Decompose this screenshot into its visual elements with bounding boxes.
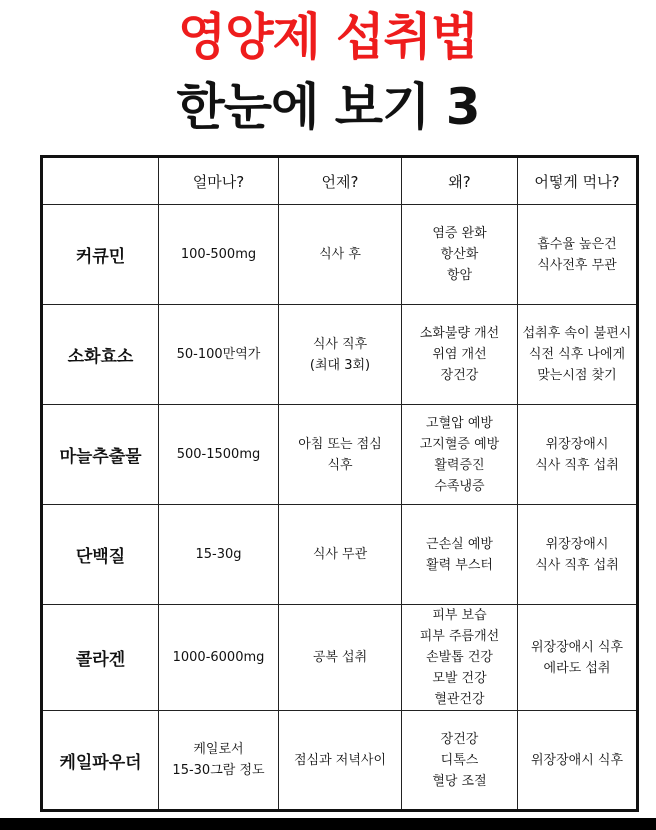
cell-amount xyxy=(159,505,279,605)
cell-line: 활력증진 xyxy=(434,457,485,473)
cell-why xyxy=(402,405,518,505)
cell-when xyxy=(279,305,402,405)
supplement-name: 단백질 xyxy=(42,505,159,605)
cell-line: 에라도 섭취 xyxy=(543,660,611,676)
cell-line: 식사 직후 섭취 xyxy=(535,457,619,473)
cell-amount xyxy=(159,605,279,711)
cell-how xyxy=(518,711,638,811)
page-title: 영양제 섭취법 xyxy=(177,8,479,66)
cell-line: 피부 보습 xyxy=(432,608,487,623)
cell-line: 소화불량 개선 xyxy=(419,326,500,341)
cell-line: 활력 부스터 xyxy=(426,557,493,573)
cell-line: 근손실 예방 xyxy=(426,536,493,552)
cell-line: 식사 직후 섭취 xyxy=(535,557,619,573)
cell-when xyxy=(279,505,402,605)
cell-line: 흡수율 높은건 xyxy=(537,236,617,252)
cell-line: 위장장애시 식후 xyxy=(530,639,624,655)
cell-why xyxy=(402,505,518,605)
table-row xyxy=(42,711,638,811)
cell-line: 식전 식후 나에게 xyxy=(528,347,626,362)
cell-how xyxy=(518,205,638,305)
cell-line: 피부 주름개선 xyxy=(419,629,500,644)
cell-line: 장건강 xyxy=(440,731,479,747)
supplement-name: 콜라겐 xyxy=(42,605,159,711)
supplement-name: 커큐민 xyxy=(42,205,159,305)
cell-line: 위장장애시 식후 xyxy=(530,752,624,768)
cell-amount xyxy=(159,711,279,811)
cell-when xyxy=(279,405,402,505)
cell-line: 위장장애시 xyxy=(545,436,609,452)
cell-when xyxy=(279,205,402,305)
cell-how xyxy=(518,505,638,605)
supplement-name: 마늘추출물 xyxy=(42,405,159,505)
header-empty xyxy=(42,157,159,205)
cell-line: 식사 무관 xyxy=(312,547,368,562)
cell-line: 염증 완화 xyxy=(432,226,487,241)
cell-when xyxy=(279,605,402,711)
header-row xyxy=(42,157,638,205)
cell-line: 혈관건강 xyxy=(434,692,485,707)
table-row xyxy=(42,205,638,305)
table-row xyxy=(42,505,638,605)
table-row xyxy=(42,305,638,405)
cell-line: 항암 xyxy=(446,268,473,283)
cell-line: 위장장애시 xyxy=(545,536,609,552)
header-how: 어떻게 먹나? xyxy=(518,157,638,205)
cell-line: 혈당 조절 xyxy=(432,773,487,789)
cell-line: 수족냉증 xyxy=(434,478,485,494)
bottom-bar xyxy=(0,818,656,830)
cell-line: 위염 개선 xyxy=(432,347,487,362)
cell-line: 500-1500mg xyxy=(176,447,261,462)
header-amount: 얼마나? xyxy=(159,157,279,205)
cell-line: 15-30그람 정도 xyxy=(172,763,265,778)
cell-line: 디톡스 xyxy=(440,752,479,768)
cell-line: 고혈압 예방 xyxy=(426,415,493,431)
cell-when xyxy=(279,711,402,811)
cell-why xyxy=(402,205,518,305)
cell-why xyxy=(402,711,518,811)
cell-line: 장건강 xyxy=(440,368,479,383)
cell-line: 점심과 저녁사이 xyxy=(293,752,387,768)
cell-line: 공복 섭취 xyxy=(312,650,368,665)
cell-how xyxy=(518,305,638,405)
cell-why xyxy=(402,305,518,405)
cell-amount xyxy=(159,405,279,505)
cell-line: 100-500mg xyxy=(180,247,257,262)
table-body xyxy=(42,205,638,811)
cell-line: 식사 후 xyxy=(319,247,361,262)
cell-line: 항산화 xyxy=(440,247,479,262)
cell-how xyxy=(518,405,638,505)
cell-line: 맞는시점 찾기 xyxy=(537,368,617,383)
cell-line: 섭취후 속이 불편시 xyxy=(522,326,632,341)
cell-line: 식후 xyxy=(327,457,353,473)
cell-amount xyxy=(159,305,279,405)
supplement-name: 소화효소 xyxy=(42,305,159,405)
cell-line: (최대 3회) xyxy=(309,357,371,373)
cell-why xyxy=(402,605,518,711)
cell-line: 아침 또는 점심 xyxy=(298,436,382,452)
cell-line: 케일로서 xyxy=(193,742,244,757)
cell-line: 50-100만역가 xyxy=(176,347,261,362)
cell-line: 식사전후 무관 xyxy=(537,257,617,273)
table-row xyxy=(42,605,638,711)
cell-line: 1000-6000mg xyxy=(172,650,265,665)
page-subtitle: 한눈에 보기 3 xyxy=(176,78,480,136)
cell-line: 식사 직후 xyxy=(312,336,368,352)
cell-how xyxy=(518,605,638,711)
header-why: 왜? xyxy=(402,157,518,205)
cell-amount xyxy=(159,205,279,305)
cell-line: 15-30g xyxy=(195,547,242,562)
supplement-table xyxy=(40,155,639,812)
cell-line: 모발 건강 xyxy=(432,671,487,686)
cell-line: 손발톱 건강 xyxy=(426,650,493,665)
supplement-name: 케일파우더 xyxy=(42,711,159,811)
header-when: 언제? xyxy=(279,157,402,205)
table-row xyxy=(42,405,638,505)
cell-line: 고지혈증 예방 xyxy=(419,436,500,452)
